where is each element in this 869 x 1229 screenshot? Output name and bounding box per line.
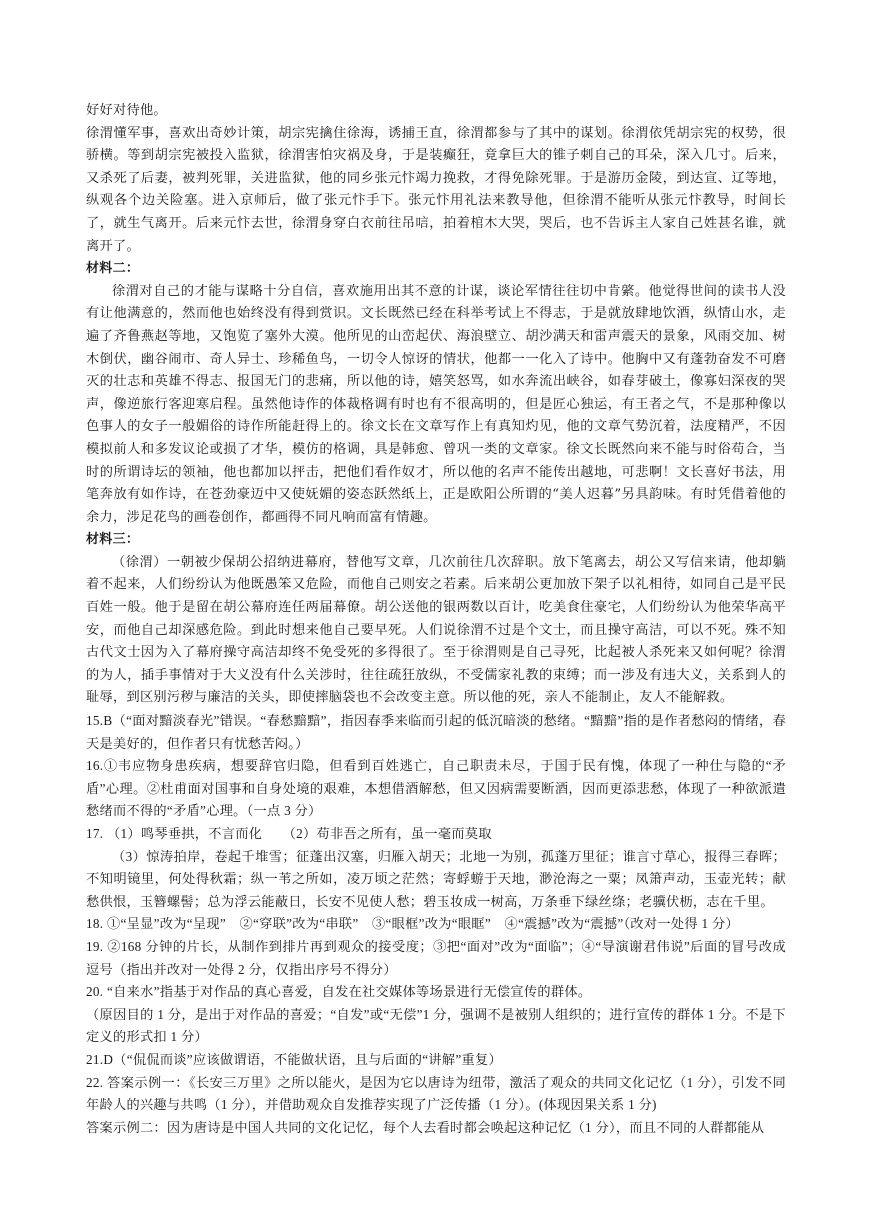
answer-22-example2: 答案示例二：因为唐诗是中国人共同的文化记忆，每个人去看时都会唤起这种记忆（1 分），而且不同的人群都能从: [86, 1119, 765, 1135]
answer-19: 19. ②168 分钟的片长，从制作到排片再到观众的接受度；③把“面对”改为“面临”；④“导演谢君伟说”后面的冒号改成逗号（指出并改对一处得 2 分，仅指出序号不得分）: [86, 938, 786, 977]
answer-17-part2: （3）惊涛拍岸，卷起千堆雪；征蓬出汉塞，归雁入胡天；北地一为别，孤蓬万里征；谁言寸草心，报得三春晖；不知明镜里，何处得秋霜；纵一苇之所如，凌万顷之茫然；寄蜉蝣于天地，渺沧海之一粟；凤箫声动，玉壶光转；献愁供恨，玉簪螺髻；总为浮云能蔽日，长安不见使人愁；碧玉妆成一树高，万条垂下绿丝绦；老骥伏枥，志在千里。: [86, 848, 786, 909]
answer-16: 16.①韦应物身患疾病，想要辞官归隐，但看到百姓逃亡，自己职责未尽，于国于民有愧，体现了一种仕与隐的“矛盾”心理。②杜甫面对国事和自身处境的艰难，本想借酒解愁，但又因病需要断酒，因而更添悲愁，体现了一种欲派遣愁绪而不得的“矛盾”心理。（一点 3 分）: [86, 758, 786, 819]
material-two-section: [86, 258, 786, 529]
answer-18: 18. ①“呈显”改为“呈现” ②“穿联”改为“串联” ③“眼框”改为“眼眶” ④“震撼”改为“震撼”（改对一处得 1 分）: [86, 916, 739, 932]
answer-21: 21.D（“侃侃而谈”应该做谓语，不能做状语，且与后面的“讲解”重复）: [86, 1051, 502, 1067]
answer-20: 20. “自来水”指基于对作品的真心喜爱，自发在社交媒体等场景进行无偿宣传的群体。: [86, 984, 592, 1000]
answer-section: [86, 710, 786, 1139]
answer-22-example1: 22. 答案示例一：《长安三万里》之所以能火，是因为它以唐诗为纽带，激活了观众的共同文化记忆（1 分），引发不同年龄人的兴趣与共鸣（1 分），并借助观众自发推荐实现了广泛传播（1 分）。(体现因果关系 1 分): [86, 1074, 786, 1113]
answer-15: 15.B（“面对黯淡春光”错误。“春愁黯黯”，指因春季来临而引起的低沉暗淡的愁绪。“黯黯”指的是作者愁闷的情绪，春天是美好的，但作者只有忧愁苦闷。）: [86, 713, 786, 751]
section-heading: 材料二：: [86, 261, 140, 277]
paragraph: 好好对待他。: [86, 103, 167, 118]
document-body: [86, 100, 786, 1139]
paragraph: （徐渭）一朝被少保胡公招纳进幕府，替他写文章，几次前往几次辞职。放下笔离去，胡公又写信来请，他却躺着不起来，人们纷纷认为他既愚笨又危险，而他自己则安之若素。后来胡公更加放下架子以礼相待，如同自己是平民百姓一般。他于是留在胡公幕府连任两届幕僚。胡公送他的银两数以百计，吃美食住豪宅，人们纷纷认为他荣华高平安，而他自己却深感危险。到此时想来他自己要早死。人们说徐渭不过是个文士，而且操守高洁，可以不死。殊不知古代文士因为入了幕府操守高洁却终不免受死的多得很了。至于徐渭则是自己寻死，比起被人杀死来又如何呢？徐渭的为人，插手事情对于大义没有什么关涉时，往往疏狂放纵，不受儒家礼教的束缚；而一涉及有违大义，关系到人的耻辱，到区别污秽与廉洁的关头，即使摔脑袋也不会改变主意。所以他的死，亲人不能制止，友人不能解救。: [86, 554, 786, 706]
material-three-section: [86, 529, 786, 710]
material-one-section: [86, 100, 786, 258]
section-heading: 材料三：: [86, 532, 140, 548]
answer-20-scoring: （原因目的 1 分，是出于对作品的喜爱；“自发”或“无偿”1 分，强调不是被别人组织的；进行宣传的群体 1 分。不是下定义的形式扣 1 分）: [86, 1006, 786, 1045]
paragraph: 徐渭对自己的才能与谋略十分自信，喜欢施用出其不意的计谋，谈论军情往往切中肯綮。他觉得世间的读书人没有让他满意的，然而他也始终没有得到赏识。文长既然已经在科举考试上不得志，于是就放肆地饮酒，纵情山水，走遍了齐鲁燕赵等地，又饱览了塞外大漠。他所见的山峦起伏、海浪壁立、胡沙满天和雷声震天的景象，风雨交加、树木倒伏，幽谷闹市、奇人异士、珍稀鱼鸟，一切令人惊讶的情状，他都一一化入了诗中。他胸中又有蓬勃奋发不可磨灭的壮志和英雄不得志、报国无门的悲痛，所以他的诗，嬉笑怒骂，如水奔流出峡谷，如春芽破土，像寡妇深夜的哭声，像逆旅行客迎寒启程。虽然他诗作的体裁格调有时也有不很高明的，但是匠心独运，有王者之气，不是那种像以色事人的女子一般媚俗的诗作所能赶得上的。徐文长在文章写作上有真知灼见，他的文章气势沉着，法度精严，不因模拟前人和多发议论或损了才华，模仿的格调，具是韩愈、曾巩一类的文章家。徐文长既然向来不能与时俗苟合，当时的所谓诗坛的领袖，他也都加以抨击，把他们看作奴才，所以他的名声不能传出越地，可悲啊！文长喜好书法，用笔奔放有如作诗，在苍劲豪迈中又使妩媚的姿态跃然纸上，正是欧阳公所谓的“美人迟暮”另具韵味。有时凭借着他的余力，涉足花鸟的画卷创作，都画得不同凡响而富有情趣。: [86, 283, 786, 525]
paragraph: 徐渭懂军事，喜欢出奇妙计策，胡宗宪擒住徐海，诱捕王直，徐渭都参与了其中的谋划。徐渭依凭胡宗宪的权势，很骄横。等到胡宗宪被投入监狱，徐渭害怕灾祸及身，于是装癫狂，竟拿巨大的锥子刺自己的耳朵，深入几寸。后来，又杀死了后妻，被判死罪，关进监狱，他的同乡张元忭竭力挽救，才得免除死罪。于是游历金陵，到达宣、辽等地，纵观各个边关险塞。进入京师后，做了张元忭手下。张元忭用礼法来教导他，但徐渭不能听从张元忭教导，时间长了，就生气离开。后来元忭去世，徐渭身穿白衣前往吊唁，拍着棺木大哭，哭后，也不告诉主人家自己姓甚名谁，就离开了。: [86, 125, 786, 254]
answer-17-part1: 17. （1）鸣琴垂拱，不言而化 （2）苟非吾之所有，虽一毫而莫取: [86, 826, 492, 841]
